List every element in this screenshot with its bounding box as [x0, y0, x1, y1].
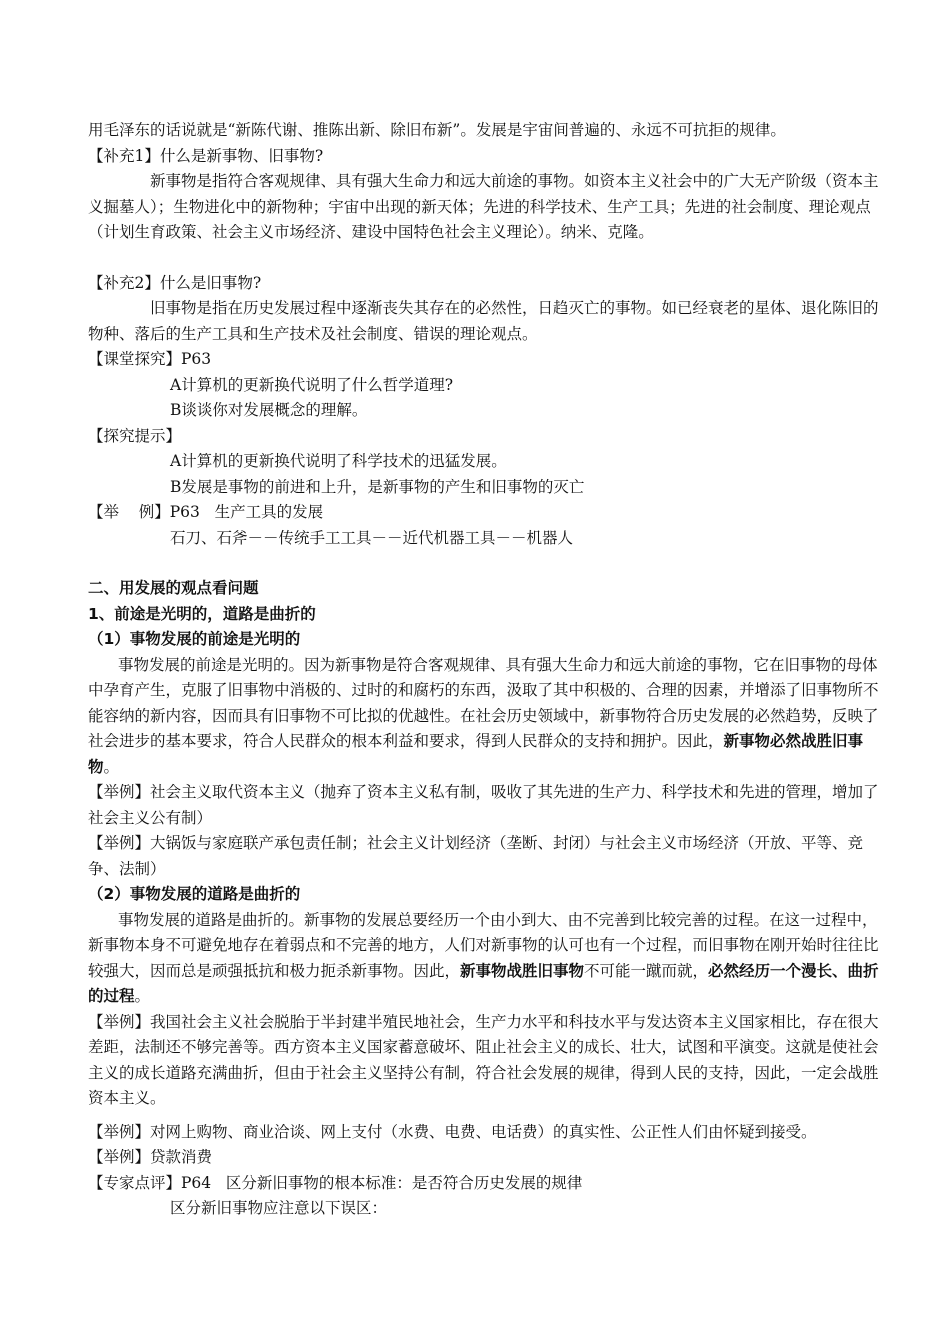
hint-answer-b: B发展是事物的前进和上升，是新事物的产生和旧事物的灭亡 [170, 477, 585, 496]
supplement1-heading: 【补充1】什么是新事物、旧事物? [88, 146, 324, 165]
example-tools-body: 石刀、石斧－－传统手工工具－－近代机器工具－－机器人 [170, 528, 574, 547]
explore-heading: 【课堂探究】P63 [88, 350, 212, 368]
section2-subtitle: 1、前途是光明的，道路是曲折的 [88, 604, 316, 623]
example-5: 【举例】贷款消费 [88, 1148, 213, 1166]
section2-title: 二、用发展的观点看问题 [88, 579, 259, 597]
supplement1-body: 新事物是指符合客观规律、具有强大生命力和远大前途的事物。如资本主义社会中的广大无产阶级（资本主义掘墓人）；生物进化中的新物种；宇宙中出现的新天体；先进的科学技术、生产工具；先进的社会制度、理论观点（计划生育政策、社会主义市场经济、建设中国特色社会主义理论）。纳米、克隆。 [88, 172, 879, 241]
explore-question-a: A计算机的更新换代说明了什么哲学道理? [170, 375, 454, 394]
part2-end: 。 [134, 987, 151, 1005]
intro-paragraph: 用毛泽东的话说就是“新陈代谢、推陈出新、除旧布新”。发展是宇宙间普遍的、永远不可抗拒的规律。 [88, 121, 786, 139]
example-4: 【举例】对网上购物、商业洽谈、网上支付（水费、电费、电话费）的真实性、公正性人们由怀疑到接受。 [88, 1122, 817, 1141]
part2-paragraph [88, 908, 888, 1010]
spacer [88, 246, 888, 271]
spacer [88, 1112, 888, 1120]
part1-text: 事物发展的前途是光明的。因为新事物是符合客观规律、具有强大生命力和远大前途的事物，它在旧事物的母体中孕育产生，克服了旧事物中消极的、过时的和腐朽的东西，汲取了其中积极的、合理的因素，并增添了旧事物所不能容纳的新内容，因而具有旧事物不可比拟的优越性。在社会历史领域中，新事物符合历史发展的必然趋势，反映了社会进步的基本要求，符合人民群众的根本利益和要求，得到人民群众的支持和拥护。因此， [88, 655, 879, 750]
hint-heading: 【探究提示】 [88, 426, 182, 445]
part2-bold-2: 必然经历一个漫长、曲折的过程 [88, 961, 879, 1005]
hint-answer-a: A计算机的更新换代说明了科学技术的迅猛发展。 [170, 452, 507, 470]
part2-text: 事物发展的道路是曲折的。新事物的发展总要经历一个由小到大、由不完善到比较完善的过程。在这一过程中，新事物本身不可避免地存在着弱点和不完善的地方，人们对新事物的认可也有一个过程，而旧事物在刚开始时往往比较强大，因而总是顽强抵抗和极力扼杀新事物。因此， [88, 910, 879, 980]
spacer [88, 551, 888, 576]
example-2: 【举例】大锅饭与家庭联产承包责任制；社会主义计划经济（垄断、封闭）与社会主义市场经济（开放、平等、竞争、法制） [88, 834, 864, 878]
part2-mid: 不可能一蹴而就， [584, 961, 709, 980]
supplement2-body: 旧事物是指在历史发展过程中逐渐丧失其存在的必然性，日趋灭亡的事物。如已经衰老的星体、退化陈旧的物种、落后的生产工具和生产技术及社会制度、错误的理论观点。 [88, 299, 879, 343]
example-1: 【举例】社会主义取代资本主义（抛弃了资本主义私有制，吸收了其先进的生产力、科学技术和先进的管理，增加了社会主义公有制） [88, 783, 879, 827]
part1-paragraph [88, 653, 888, 781]
example-tools-heading: 【举 例】P63 生产工具的发展 [88, 503, 324, 521]
document-page [88, 118, 888, 1222]
part2-title: （2）事物发展的道路是曲折的 [88, 885, 301, 903]
example-3: 【举例】我国社会主义社会脱胎于半封建半殖民地社会，生产力水平和科技水平与发达资本主义国家相比，存在很大差距，法制还不够完善等。西方资本主义国家蓄意破坏、阻止社会主义的成长、壮大，试图和平演变。这就是使社会主义的成长道路充满曲折，但由于社会主义坚持公有制，符合社会发展的规律，得到人民的支持，因此，一定会战胜资本主义。 [88, 1012, 879, 1107]
part2-bold-1: 新事物战胜旧事物 [460, 961, 585, 980]
expert-comment-body: 区分新旧事物应注意以下误区： [170, 1199, 388, 1217]
supplement2-heading: 【补充2】什么是旧事物? [88, 273, 262, 292]
expert-comment: 【专家点评】P64 区分新旧事物的根本标准：是否符合历史发展的规律 [88, 1173, 583, 1192]
part1-title: （1）事物发展的前途是光明的 [88, 630, 301, 648]
part1-bold-conclusion: 新事物必然战胜旧事物 [88, 732, 864, 776]
explore-question-b: B谈谈你对发展概念的理解。 [170, 401, 368, 419]
part1-end: 。 [103, 757, 120, 776]
